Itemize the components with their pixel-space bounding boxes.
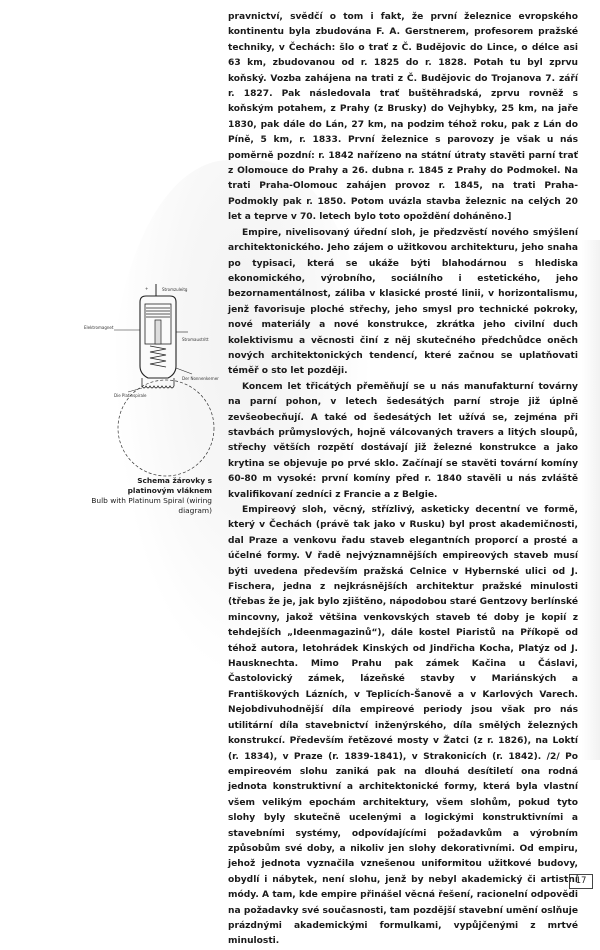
lower-right-wire [176, 368, 192, 374]
paragraph-4: Empireový sloh, věcný, střízlivý, asketicky decentní ve formě, který v Čechách (právě tak jako v Rusku) byl prost akademičnosti, dal Praze a venkovu řadu staveb elegantních proporcí a prosté a účelné formy. V řadě nejvýznamnějších empireových staveb musí býti uvedena především pražská Celnice v Hybernské ulici od J. Fischera, jedna z nejkrásnějších architektur pražské minulosti (třebas že je, jak bylo zjištěno, nápodobou staré Gentzovy berlínské mincovny, jakož většina venkovských staveb té doby je kopií z tehdejších „Ideenmagazinů“), dále kostel Piaristů na Příkopě od téhož autora, letohrádek Kinských od Jindřicha Kocha, Platýz od J. Hausknechta. Mimo Prahu pak zámek Kačina u Čáslavi, Častolovický zámek, lázeňské stavby v Mariánských a Františkových Lázních, v Teplicích-Šanově a v Karlových Varech. Nejobdivuhodnější díla empireové periody jsou však pro nás utilitární díla stavebnictví inženýrského, díla smělých železných konstrukcí. Především řetězové mosty v Žatci (z r. 1826), na Loktí (r. 1834), v Praze (r. 1839-1841), v Strakonicích (r. 1842). /2/ Po empireovém slohu zaniká pak na dlouhá desítiletí ona rodná jednota konstruktivní a architektonické formy, která byla vlastní všem velikým epochám architektury, všem slohům, pokud tyto slohy byly skutečně ucelenými a logickými konstruktivními a stavebními systémy, odpovídajícími požadavkům a výrobním způsobům své doby, a nikoliv jen slohy dekorativními. Od empiru, jehož jednota vyznačila vznešenou uniformitou užitkové budovy, obydlí i nábytek, není slohu, jenž by nebyl akademický či artistní módy. A tam, kde empire přinášel věcná řešení, racionelní odpovědi na požadavky své současnosti, tam pozdější stavební umění oslňuje prázdnými akademickými formulkami, vypůjčenými z mrtvé minulosti. [228, 505, 578, 947]
label-nonnenkerner: Der Nonnenkerner [182, 376, 219, 381]
paragraph-1: pravnictví, svědčí o tom i fakt, že první železnice evropského kontinentu byla zbudována F. A. Gerstnerem, profesorem pražské techniky, v Čechách: šlo o trať z Č. Budějovic do Lince, o délce asi 63 km, zbudovanou od r. 1825 do r. 1828. Potah tu byl zprvu koňský. Vozba zahájena na trati z Č. Budějovic do Trojanova 7. září r. 1827. Pak následovala trať buštěhradská, zprvu rovněž s koňským potahem, z Prahy (z Brusky) do Vejhybky, 25 km, na jaře 1830, pak dále do Lán, 27 km, na podzim téhož roku, pak z Lán do Píně, 5 km, r. 1833. První železnice s parovozy je však u nás poměrně pozdní: r. 1842 nařízeno na státní útraty stavěti parní trať z Olomouce do Prahy a 26. dubna r. 1845 z Prahy do Podmokel. Na trati Praha-Olomouc zahájen provoz r. 1845, na trati Praha-Podmokly pak r. 1850. Potom uvázla stavba železnic na celých 20 let a teprve v 70. letech bylo toto opoždění doháněno.] [228, 12, 578, 223]
filament-supports [142, 378, 174, 386]
armature-rod [155, 320, 161, 344]
figure-caption [90, 476, 212, 516]
paragraph-3: Koncem let třicátých přeměňují se u nás manufakturní továrny na parní pohon, v letech šedesátých parní stroje již úplně zevšeobecňují. A také od šedesátých let užívá se, zejména při stavbách průmyslových, hojně válcovaných travers a litých sloupů, střechy větších rozpětí dostávají již železné konstrukce a jako krytina se objevuje po prvé sklo. Začínají se stavěti tovární komíny 60-80 m vysoké: první komíny před r. 1840 stavěli u nás zvláště kvalifikovaní zedníci z Francie a z Belgie. [228, 381, 578, 500]
paragraph-2: Empire, nivelisovaný úřední sloh, je předzvěstí nového smýšlení architektonického. Jeho zájem o užitkovou architekturu, jeho snaha po typisaci, která se ukáže býti blahodárnou s hlediska ekonomického, výrobního, sociálního i estetického, jeho bezornamentálnost, záliba v klasické prosté linii, v horizontalismu, jenž favorisuje ploché střechy, jeho smysl pro technické pokroky, nové materiály a nové konstrukce, zkrátka jeho civilní duch kolektivismu a věcnosti činí z něj skutečného předchůdce oněch nových architektonických tendencí, které začnou se uplatňovati téměř o sto let později. [228, 227, 578, 377]
label-elektromagnet: Elektromagnet [84, 325, 114, 330]
page-edge-shadow [582, 240, 600, 760]
platinum-spiral [142, 386, 174, 388]
bulb-wiring-diagram [78, 270, 228, 480]
page-number: 17 [569, 874, 593, 889]
label-stromzuleitg: Stromzuleitg [162, 287, 188, 292]
label-platinspirale: Die Platinspirale [114, 393, 147, 398]
main-text-column [228, 10, 578, 950]
plus-sign: + [145, 286, 149, 291]
label-stromaustritt: Stromaustritt [182, 337, 209, 342]
caption-czech: Schema žárovky s platinovým vláknem [127, 476, 212, 495]
caption-english: Bulb with Platinum Spiral (wiring diagram) [91, 496, 212, 515]
